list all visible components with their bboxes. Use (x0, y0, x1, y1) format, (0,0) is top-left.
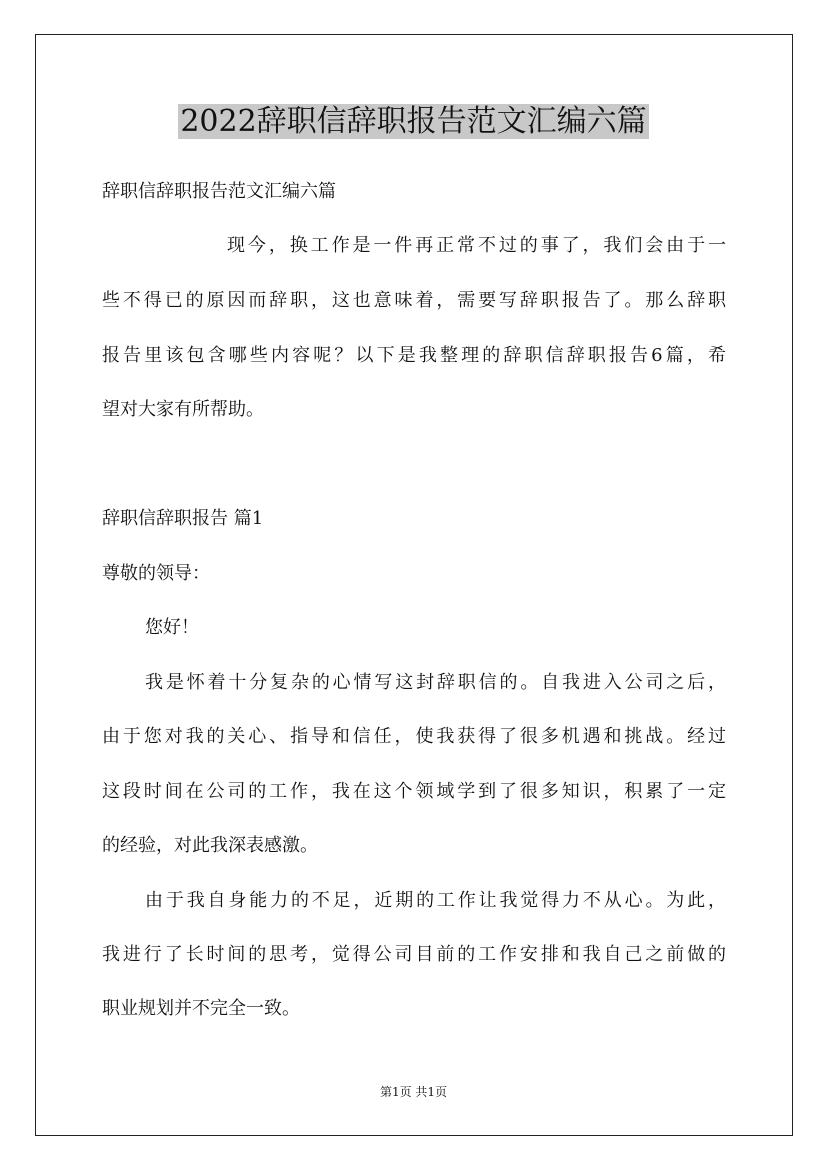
paragraph-line: 我是怀着十分复杂的心情写这封辞职信的。自我进入公司之后， (145, 672, 726, 693)
paragraph-line: 由于我自身能力的不足，近期的工作让我觉得力不从心。为此， (145, 890, 726, 911)
intro-line: 望对大家有所帮助。 (102, 399, 264, 420)
document-subtitle: 辞职信辞职报告范文汇编六篇 (102, 181, 336, 202)
document-title: 2022辞职信辞职报告范文汇编六篇 (180, 104, 647, 139)
section-heading: 辞职信辞职报告 篇1 (102, 508, 264, 529)
paragraph-line: 由于您对我的关心、指导和信任，使我获得了很多机遇和挑战。经过 (102, 726, 726, 747)
paragraph-line: 职业规划并不完全一致。 (102, 998, 300, 1019)
greeting: 您好！ (145, 617, 199, 638)
intro-line: 报告里该包含哪些内容呢？以下是我整理的辞职信辞职报告6篇，希 (102, 345, 726, 366)
paragraph-line: 这段时间在公司的工作，我在这个领域学到了很多知识，积累了一定 (102, 781, 726, 802)
page-footer: 第1页 共1页 (379, 1085, 448, 1099)
intro-line: 些不得已的原因而辞职，这也意味着，需要写辞职报告了。那么辞职 (102, 290, 726, 311)
intro-line: 现今，换工作是一件再正常不过的事了，我们会由于一 (227, 235, 726, 256)
paragraph-line: 我进行了长时间的思考，觉得公司目前的工作安排和我自己之前做的 (102, 944, 726, 965)
salutation: 尊敬的领导： (102, 563, 210, 584)
paragraph-line: 的经验，对此我深表感激。 (102, 835, 318, 856)
